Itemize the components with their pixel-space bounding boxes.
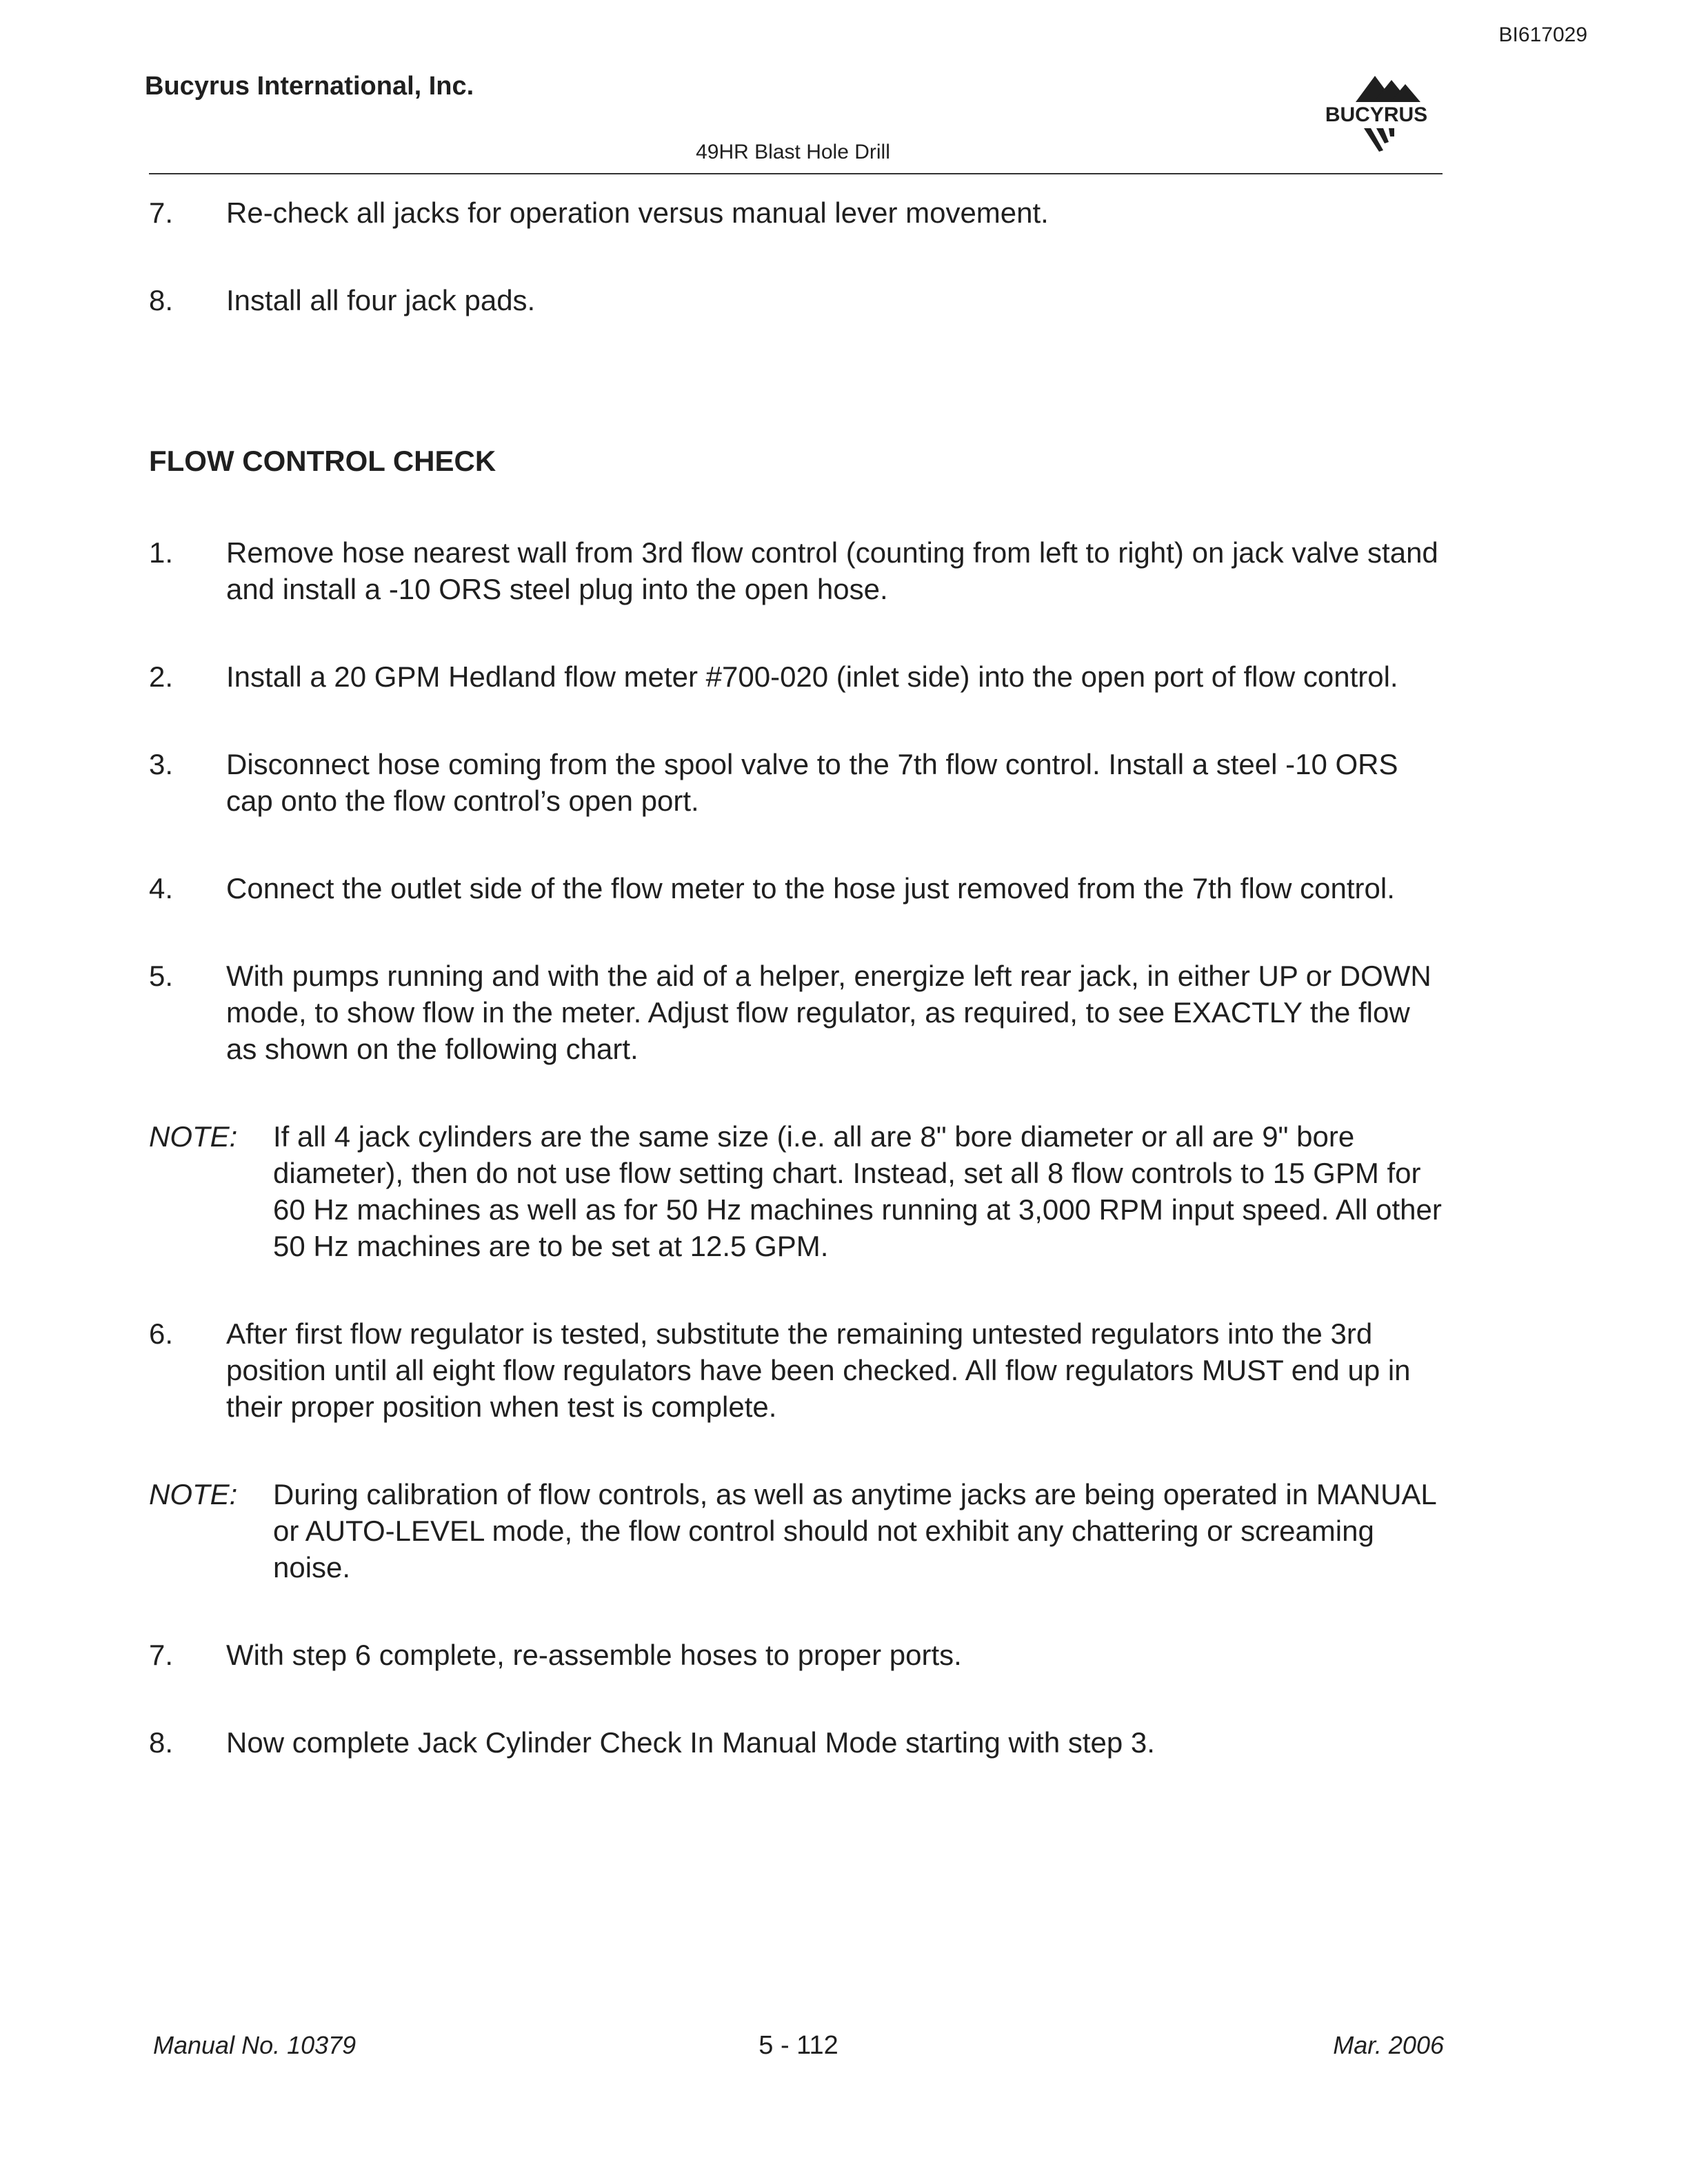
item-number: 7. [149,1639,174,1671]
item-number: 7. [149,196,174,229]
item-number: 8. [149,1726,174,1759]
item-number: 3. [149,748,174,780]
list-item [149,1315,1445,1425]
item-number: 8. [149,284,174,316]
page-number: 5 - 112 [758,2031,838,2060]
section-title: FLOW CONTROL CHECK [149,445,496,477]
item-text: Install all four jack pads. [226,284,536,316]
document-id: BI617029 [1498,23,1587,46]
list-item [149,746,1445,819]
item-number: 6. [149,1317,174,1350]
item-number: 2. [149,660,174,693]
item-text: After first flow regulator is tested, substitute the remaining untested regulators into the 3rd position until all eight flow regulators have been checked. All flow regulators MUST end up in their proper position when test is complete. [226,1317,1411,1423]
item-text: Install a 20 GPM Hedland flow meter #700-020 (inlet side) into the open port of flow control. [226,660,1398,693]
item-number: 1. [149,536,174,569]
publication-date: Mar. 2006 [1333,2031,1444,2059]
company-name: Bucyrus International, Inc. [145,72,474,101]
note-text: If all 4 jack cylinders are the same size (i.e. all are 8" bore diameter or all are 9" bore diameter), then do not use flow setting chart. Instead, set all 8 flow controls to 15 GPM for 60 Hz machines as well as for 50 Hz machines running at 3,000 RPM input speed. All other 50 Hz machines are to be set at 12.5 GPM. [273,1120,1442,1262]
list-item [149,958,1445,1067]
document-subtitle: 49HR Blast Hole Drill [696,141,890,163]
list-item [149,534,1445,607]
list-item [149,194,1445,231]
list-item [149,870,1445,907]
item-text: With step 6 complete, re-assemble hoses to proper ports. [226,1639,962,1671]
list-item [149,1637,1445,1673]
list-item [149,282,1445,318]
item-text: With pumps running and with the aid of a helper, energize left rear jack, in either UP or DOWN mode, to show flow in the meter. Adjust flow regulator, as required, to see EXACTLY the flow as shown on the following chart. [226,960,1431,1065]
note-label: NOTE: [149,1478,238,1510]
note-text: During calibration of flow controls, as well as anytime jacks are being operated in MANUAL or AUTO-LEVEL mode, the flow control should not exhibit any chattering or screaming noise. [273,1478,1436,1584]
svg-text:BUCYRUS: BUCYRUS [1325,103,1428,126]
item-text: Connect the outlet side of the flow meter to the hose just removed from the 7th flow control. [226,872,1395,904]
item-text: Now complete Jack Cylinder Check In Manual Mode starting with step 3. [226,1726,1155,1759]
note-item [149,1476,1445,1586]
list-item [149,658,1445,695]
item-text: Disconnect hose coming from the spool valve to the 7th flow control. Install a steel -10 ORS cap onto the flow control’s open port. [226,748,1398,817]
list-item [149,1724,1445,1761]
bucyrus-logo [1314,72,1438,157]
manual-number: Manual No. 10379 [153,2031,356,2059]
note-label: NOTE: [149,1120,238,1153]
note-item [149,1118,1445,1264]
item-number: 5. [149,960,174,992]
item-number: 4. [149,872,174,904]
header-rule [149,173,1443,174]
item-text: Re-check all jacks for operation versus manual lever movement. [226,196,1049,229]
item-text: Remove hose nearest wall from 3rd flow control (counting from left to right) on jack valve stand and install a -10 ORS steel plug into the open hose. [226,536,1438,605]
page-body [149,194,1445,1761]
